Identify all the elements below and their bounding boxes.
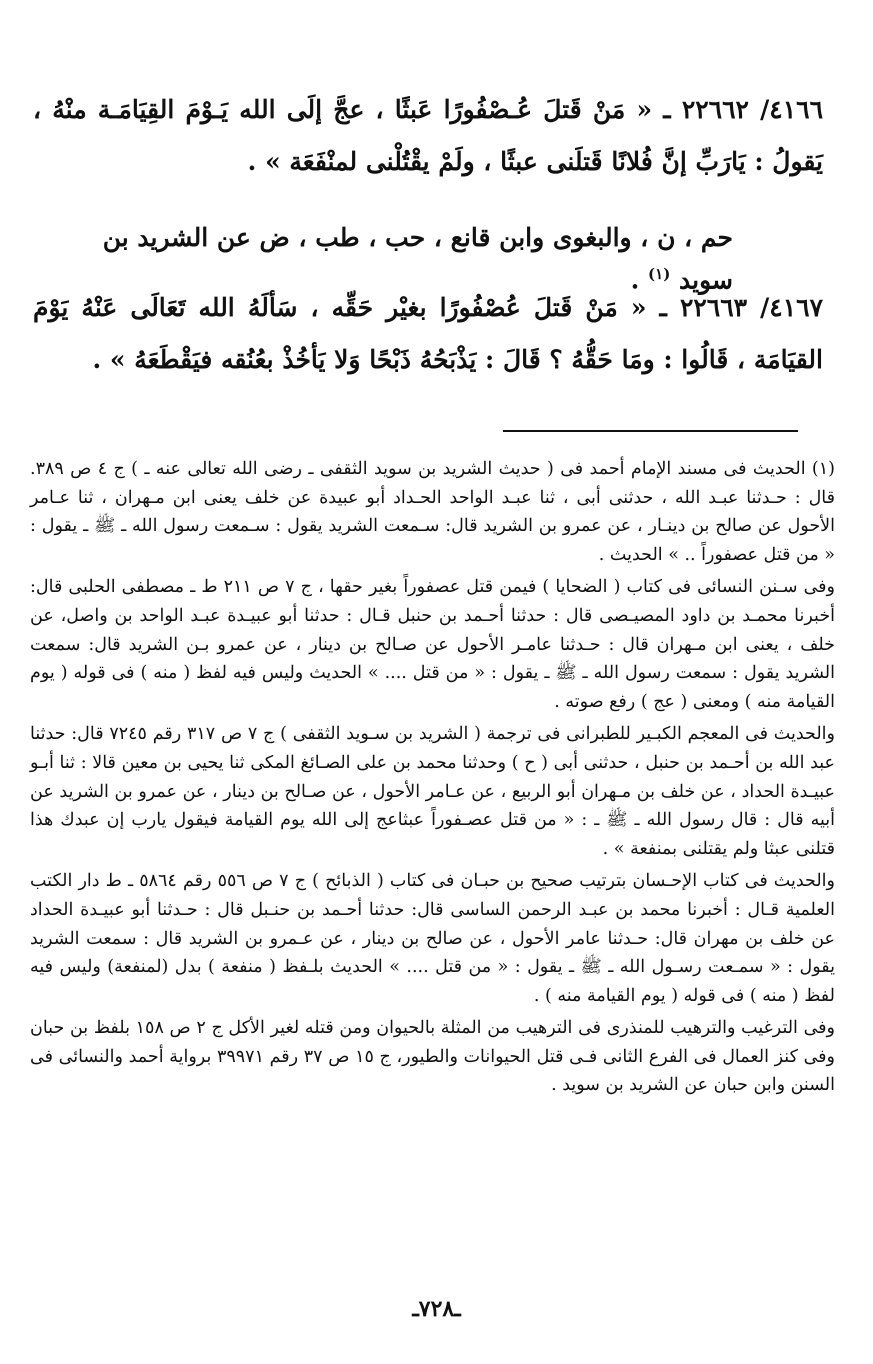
footnote-paragraph: وفى سـنن النسائى فى كتاب ( الضحايا ) فيمن قتل عصفوراً بغير حقها ، ج ٧ ص ٢١١ ط ـ مصطفى الحلبى قال: أخبرنا محمـد بن داود المصيـصى قال : حدثنا أحـمد بن حنبل قـال : حدثنا أبو عبيـدة عبـد الواحد بن واصل، عن خلف ، يعنى ابن مـهران قال : حـدثنا عامـر الأحول عن صـالح بن دينار ، عن عمرو بـن الشريد قال: سمعت الشريد يقول : سمعت رسول الله ـ ﷺ ـ يقول : « من قتل .... » الحديث وليس فيه لفظ ( منه ) فى قوله ( يوم القيامة منه ) ومعنى ( عج ) رفع صوته .: [30, 577, 835, 712]
footnote-paragraph: (١) الحديث فى مسند الإمام أحمد فى ( حديث الشريد بن سويد الثقفى ـ رضى الله تعالى عنه ـ ) ج ٤ ص ٣٨٩. قال : حـدثنا عبـد الله ، حدثنى أبى ، ثنا عبـد الواحد الحـداد أبو عبيدة عن خلف يعنى ابن مـهران ، ثنا عـامر الأحول عن صالح بن دينـار ، عن عمرو بن الشريد قال: سـمعت الشريد يقول : سـمعت رسول الله ـ ﷺ ـ يقول : « من قتل عصفوراً .. » الحديث .: [30, 459, 835, 565]
sources-end: .: [630, 265, 649, 295]
footnote-paragraph: والحديث فى كتاب الإحـسان بترتيب صحيح بن حبـان فى كتاب ( الذبائح ) ج ٧ ص ٥٥٦ رقم ٥٨٦٤ ـ ط دار الكتب العلمية قـال : أخبرنا محمد بن عبـد الرحمن الساسى قال: حدثنا أحـمد بن حنـبل قال : حـدثنا أبو عبيـدة الحداد عن خلف بن مهران قال: حـدثنا عامر الأحول ، عن صالح بن دينار ، عن عـمرو بن الشريد قال : سمعت الشريد يقول : « سمـعت رسـول الله ـ ﷺ ـ يقول : « من قتل .... » الحديث بلـفظ ( منفعة ) بدل (لمنفعة) وليس فيه لفظ ( منه ) فى قوله ( يوم القيامة منه ) .: [30, 871, 835, 1006]
hadith-4167-text: ٤١٦٧/ ٢٢٦٦٣ ـ « مَنْ قَتلَ عُصْفُورًا بغيْر حَقِّه ، سَألَهُ الله تَعَالَى عَنْهُ يَوْمَ القيَامَة ، قَالُوا : ومَا حَقُّهُ ؟ قَالَ : يَذْبَحُهُ ذَبْحًا وَلا يَأخُذْ بعُنُقه فيَقْطَعَهُ » .: [33, 293, 823, 374]
hadith-4166-text: ٤١٦٦/ ٢٢٦٦٢ ـ « مَنْ قَتلَ عُـصْفُورًا عَبثًا ، عجَّ إلَى الله يَـوْمَ القِيَامَـة منْهُ ، يَقولُ : يَارَبِّ إنَّ فُلانًا قَتلَنى عبثًا ، ولَمْ يقْتُلْنى لمنْفَعَة » .: [33, 95, 823, 176]
sources-text: حم ، ن ، والبغوى وابن قانع ، حب ، طب ، ض عن الشريد بن سويد: [102, 223, 733, 295]
footnote-divider: [503, 430, 798, 432]
footnote-reference: (١): [648, 265, 671, 283]
footnotes: [30, 455, 835, 1104]
hadith-4166: [33, 84, 823, 188]
hadith-4167: [33, 282, 823, 386]
footnote-paragraph: والحديث فى المعجم الكبـير للطبرانى فى ترجمة ( الشريد بن سـويد الثقفى ) ج ٧ ص ٣١٧ رقم ٧٢٤٥ قال: حدثنا عبد الله بن أحـمد بن حنبل ، حدثنى أبى ( ح ) وحدثنا محمد بن على الصـائغ المكى ثنا يحيى بن معين قالا : ثنا أبـو عبيـدة الحداد ، عن خلف بن مـهران أبو الربيع ، عن عـامر الأحول ، عن صـالح بن دينار ، عن عمرو بن الشريد عن أبيه قال : قال رسول الله ـ ﷺ ـ : « من قتل عصـفوراً عبثاعج إلى الله يوم القيامة فيقول يارب إن عبدك هذا قتلنى عبثا ولم يقتلنى بمنفعة » .: [30, 724, 835, 859]
footnote-paragraph: وفى الترغيب والترهيب للمنذرى فى الترهيب من المثلة بالحيوان ومن قتله لغير الأكل ج ٢ ص ١٥٨ بلفظ بن حبان وفى كنز العمال فى الفرع الثانى فـى قتل الحيوانات والطيور، ج ١٥ ص ٣٧ رقم ٣٩٩٧١ برواية أحمد والنسائى فى السنن وابن حبان عن الشريد بن سويد .: [30, 1018, 835, 1096]
page-number: ـ٧٢٨ـ: [412, 1296, 461, 1322]
